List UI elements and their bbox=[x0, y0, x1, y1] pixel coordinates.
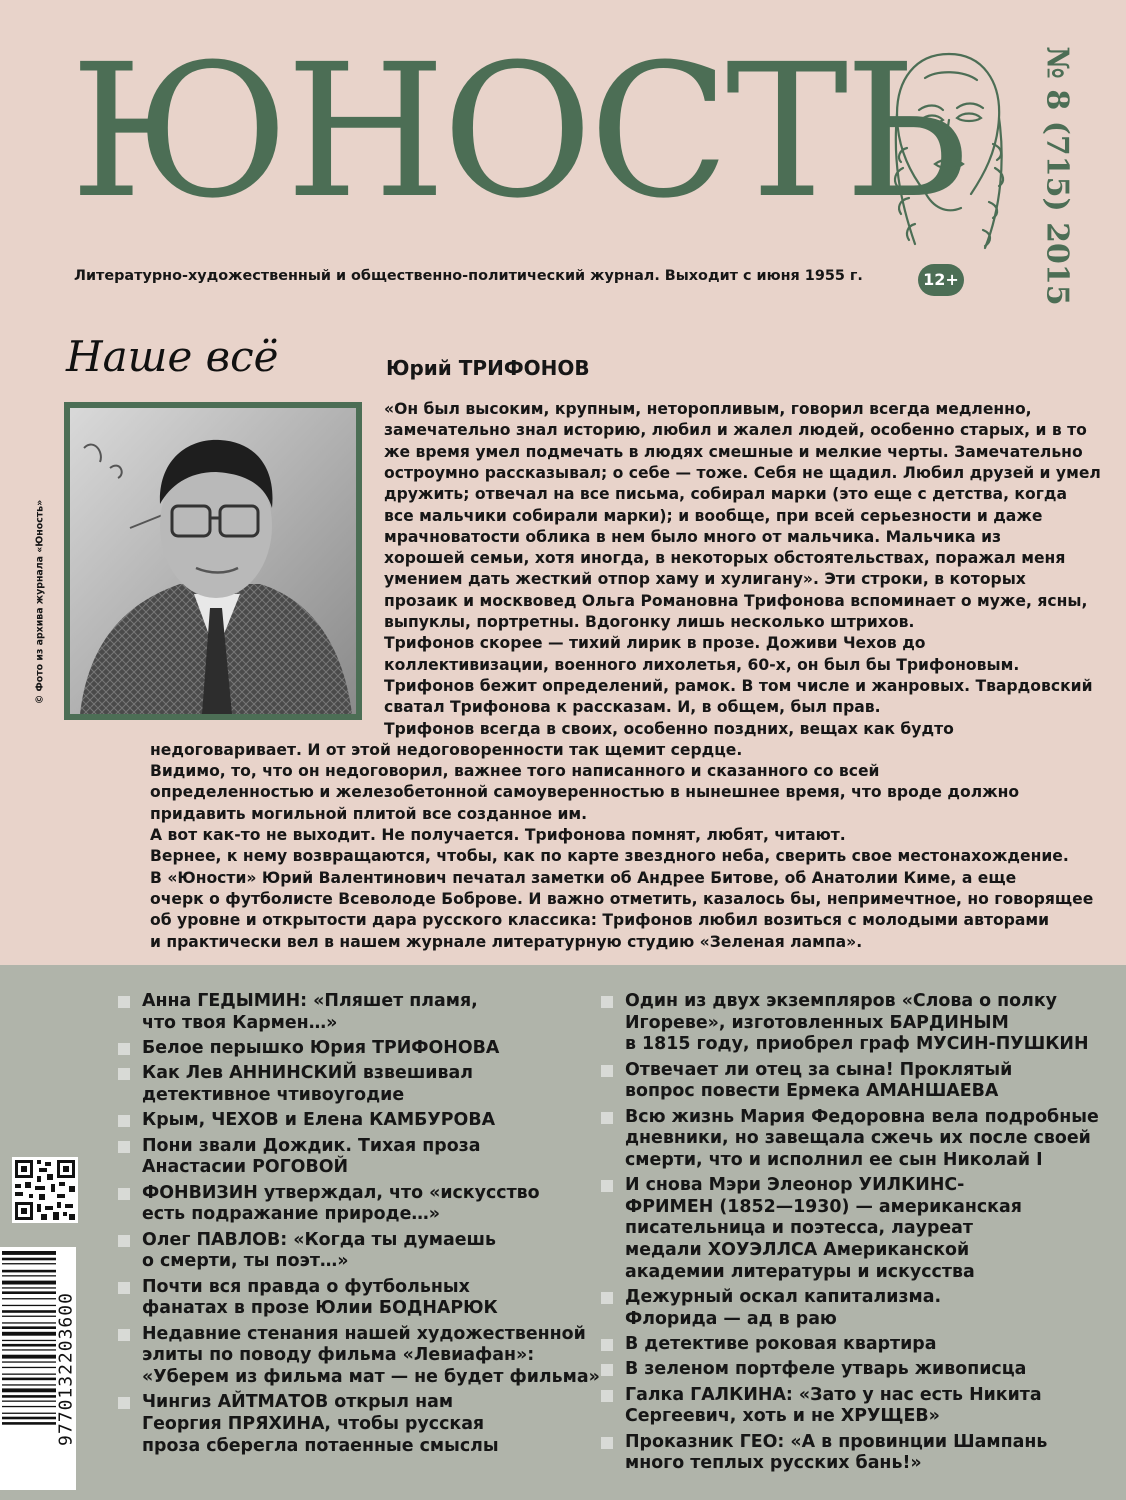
contents-item-line: Дежурный оскал капитализма. bbox=[625, 1287, 942, 1307]
contents-item-line: что твоя Кармен…» bbox=[142, 1012, 338, 1033]
article-line: прозаик и москвовед Ольга Романовна Трифонова вспоминает о муже, ясны, bbox=[384, 591, 1088, 610]
article-line: выпуклы, портретны. Вдогонку лишь несколько штрихов. bbox=[384, 613, 915, 631]
issue-number: № 8 (715) 2015 bbox=[1039, 46, 1075, 306]
contents-item-line: Анна ГЕДЫМИН: «Пляшет пламя, bbox=[142, 991, 478, 1011]
contents-item-line: Игореве», изготовленных БАРДИНЫМ bbox=[625, 1012, 1009, 1033]
contents-item bbox=[118, 1277, 498, 1320]
contents-item-line: Олег ПАВЛОВ: «Когда ты думаешь bbox=[142, 1229, 496, 1250]
contents-item-line: Один из двух экземпляров «Слова о полку bbox=[625, 991, 1058, 1011]
contents-item bbox=[601, 1060, 1012, 1103]
contents-item-line: писательница и поэтесса, лауреат bbox=[625, 1218, 973, 1239]
article-line: дружить; отвечал на все письма, собирал марки (это еще с детства, когда bbox=[384, 485, 1067, 504]
article-line: умением дать жесткий отпор хаму и хулигану». Эти строки, в которых bbox=[384, 570, 1026, 589]
contents-item bbox=[601, 1385, 1042, 1428]
contents-item-line: в 1815 году, приобрел граф МУСИН-ПУШКИН bbox=[625, 1034, 1089, 1055]
magazine-subtitle: Литературно-художественный и общественно-политический журнал. Выходит с июня 1955 г. bbox=[74, 268, 863, 284]
contents-item-line: Всю жизнь Мария Федоровна вела подробные bbox=[625, 1106, 1099, 1127]
contents-item-line: В зеленом портфеле утварь живописца bbox=[625, 1359, 1027, 1380]
contents-item-line: Отвечает ли отец за сына! Проклятый bbox=[625, 1059, 1013, 1080]
article-line: Трифонов скорее — тихий лирик в прозе. Доживи Чехов до bbox=[384, 634, 926, 653]
article-line: очерк о футболисте Всеволоде Боброве. И важно отметить, казалось бы, непримечтное, но говорящее bbox=[150, 889, 1094, 908]
contents-item-line: Недавние стенания нашей художественной bbox=[142, 1323, 586, 1344]
contents-item-line: медали ХОУЭЛЛСА Американской bbox=[625, 1239, 970, 1260]
article-line: и практически вел в нашем журнале литературную студию «Зеленая лампа». bbox=[150, 932, 863, 951]
contents-item-line: Крым, ЧЕХОВ и Елена КАМБУРОВА bbox=[142, 1110, 496, 1131]
contents-item bbox=[118, 1136, 481, 1179]
article-line: определенностью и железобетонной самоуверенностью в нынешнее время, что вроде должно bbox=[150, 783, 1020, 802]
contents-item-line: много теплых русских бань!» bbox=[625, 1453, 922, 1474]
article-line: Видимо, то, что он недоговорил, важнее того написанного и сказанного со всей bbox=[150, 762, 880, 781]
contents-item-line: Сергеевич, хоть и не ХРУЩЕВ» bbox=[625, 1406, 940, 1427]
article-line: придавить могильной плитой все созданное им. bbox=[150, 804, 588, 823]
contents-item-line: ФОНВИЗИН утверждал, что «искусство bbox=[142, 1182, 540, 1203]
contents-item-line: Анастасии РОГОВОЙ bbox=[142, 1157, 349, 1178]
article-line: «Он был высоким, крупным, неторопливым, говорил всегда медленно, bbox=[384, 400, 1032, 418]
contents-item-line: детективное чтивоугодие bbox=[142, 1084, 405, 1105]
contents-item-line: Чингиз АЙТМАТОВ открыл нам bbox=[142, 1392, 454, 1413]
contents-item-line: ФРИМЕН (1852—1930) — американская bbox=[625, 1196, 1022, 1217]
contents-item-line: И снова Мэри Элеонор УИЛКИНС- bbox=[625, 1175, 965, 1196]
contents-item-line: академии литературы и искусства bbox=[625, 1261, 975, 1282]
article-line: Трифонов бежит определений, рамок. В том числе и жанровых. Твардовский bbox=[384, 676, 1093, 695]
contents-item-line: фанатах в прозе Юлии БОДНАРЮК bbox=[142, 1298, 498, 1319]
contents-item bbox=[601, 1107, 1099, 1172]
contents-item-line: Как Лев АННИНСКИЙ взвешивал bbox=[142, 1063, 473, 1084]
article-line: об уровне и открытости дара русского классика: Трифонов любил возиться с молодыми авторами bbox=[150, 911, 1050, 930]
article-line: сватал Трифонова к рассказам. И, в общем, был прав. bbox=[384, 698, 881, 717]
contents-item-line: Белое перышко Юрия ТРИФОНОВА bbox=[142, 1038, 500, 1058]
contents-item bbox=[601, 1175, 1022, 1283]
article-line: мрачноватости облика в нем было много от мальчика. Мальчика из bbox=[384, 527, 1002, 546]
contents-item bbox=[601, 1359, 1026, 1381]
contents-item-line: дневники, но завещала сжечь их после своей bbox=[625, 1128, 1091, 1149]
contents-item-line: Пони звали Дождик. Тихая проза bbox=[142, 1135, 481, 1156]
contents-item-line: элиты по поводу фильма «Левиафан»: bbox=[142, 1345, 535, 1366]
contents-item bbox=[118, 1038, 499, 1060]
age-rating-badge: 12+ bbox=[918, 264, 964, 296]
contents-item-line: Почти вся правда о футбольных bbox=[142, 1276, 470, 1297]
contents-item-line: есть подражание природе…» bbox=[142, 1204, 441, 1225]
contents-item-line: смерти, что и исполнил ее сын Николай I bbox=[625, 1149, 1043, 1170]
muse-face-logo bbox=[885, 48, 1013, 256]
contents-item bbox=[118, 1392, 499, 1457]
article-line: Вернее, к нему возвращаются, чтобы, как по карте звездного неба, сверить свое местонахождение. bbox=[150, 847, 1069, 866]
article-line: остроумно рассказывал; о себе — тоже. Себя не щадил. Любил друзей и умел bbox=[384, 463, 1101, 482]
barcode-number: 9770132203600 bbox=[55, 1292, 77, 1446]
contents-item bbox=[118, 1110, 495, 1132]
article-line: все мальчики собирали марки); и вообще, при всей серьезности и даже bbox=[384, 506, 1043, 525]
author-name: Юрий ТРИФОНОВ bbox=[386, 356, 590, 380]
author-photo bbox=[64, 402, 362, 720]
article-line: хорошей семьи, хотя иногда, в некоторых обстоятельствах, поражал меня bbox=[384, 549, 1066, 568]
contents-item bbox=[118, 991, 478, 1034]
contents-item-line: «Уберем из фильма мат — не будет фильма» bbox=[142, 1366, 600, 1387]
article-line: коллективизации, военного лихолетья, 60-х, он был бы Трифоновым. bbox=[384, 655, 1020, 674]
contents-item bbox=[118, 1063, 473, 1106]
photo-credit: © Фото из архива журнала «Юность» bbox=[34, 499, 46, 705]
contents-item-line: о смерти, ты поэт…» bbox=[142, 1251, 349, 1272]
contents-item bbox=[601, 1432, 1047, 1475]
article-line: Трифонов всегда в своих, особенно поздних, вещах как будто bbox=[384, 719, 954, 738]
contents-item bbox=[601, 991, 1089, 1056]
contents-item-line: В детективе роковая квартира bbox=[625, 1334, 937, 1354]
contents-item-line: вопрос повести Ермека АМАНШАЕВА bbox=[625, 1081, 999, 1102]
contents-item bbox=[118, 1230, 496, 1273]
qr-code bbox=[12, 1157, 78, 1223]
contents-item bbox=[118, 1183, 540, 1226]
article-line: А вот как-то не выходит. Не получается. Трифонова помнят, любят, читают. bbox=[150, 826, 846, 844]
contents-item bbox=[118, 1324, 600, 1389]
article-line: замечательно знал историю, любил и жалел людей, особенно старых, и в то bbox=[384, 421, 1087, 440]
contents-item-line: Галка ГАЛКИНА: «Зато у нас есть Никита bbox=[625, 1384, 1042, 1405]
contents-item-line: Флорида — ад в раю bbox=[625, 1308, 837, 1329]
magazine-title: ЮНОСТЬ bbox=[70, 25, 965, 239]
contents-item bbox=[601, 1287, 941, 1330]
article-line: недоговаривает. И от этой недоговоренности так щемит сердце. bbox=[150, 740, 743, 759]
contents-item-line: проза сберегла потаенные смыслы bbox=[142, 1435, 499, 1456]
article-line: же время умел подмечать в людях смешные и мелкие черты. Замечательно bbox=[384, 442, 1083, 461]
contents-item-line: Георгия ПРЯХИНА, чтобы русская bbox=[142, 1413, 485, 1434]
section-title: Наше всё bbox=[66, 332, 279, 381]
contents-item-line: Проказник ГЕО: «А в провинции Шампань bbox=[625, 1431, 1048, 1452]
contents-item bbox=[601, 1334, 937, 1356]
article-line: В «Юности» Юрий Валентинович печатал заметки об Андрее Битове, об Анатолии Киме, а еще bbox=[150, 868, 1017, 887]
